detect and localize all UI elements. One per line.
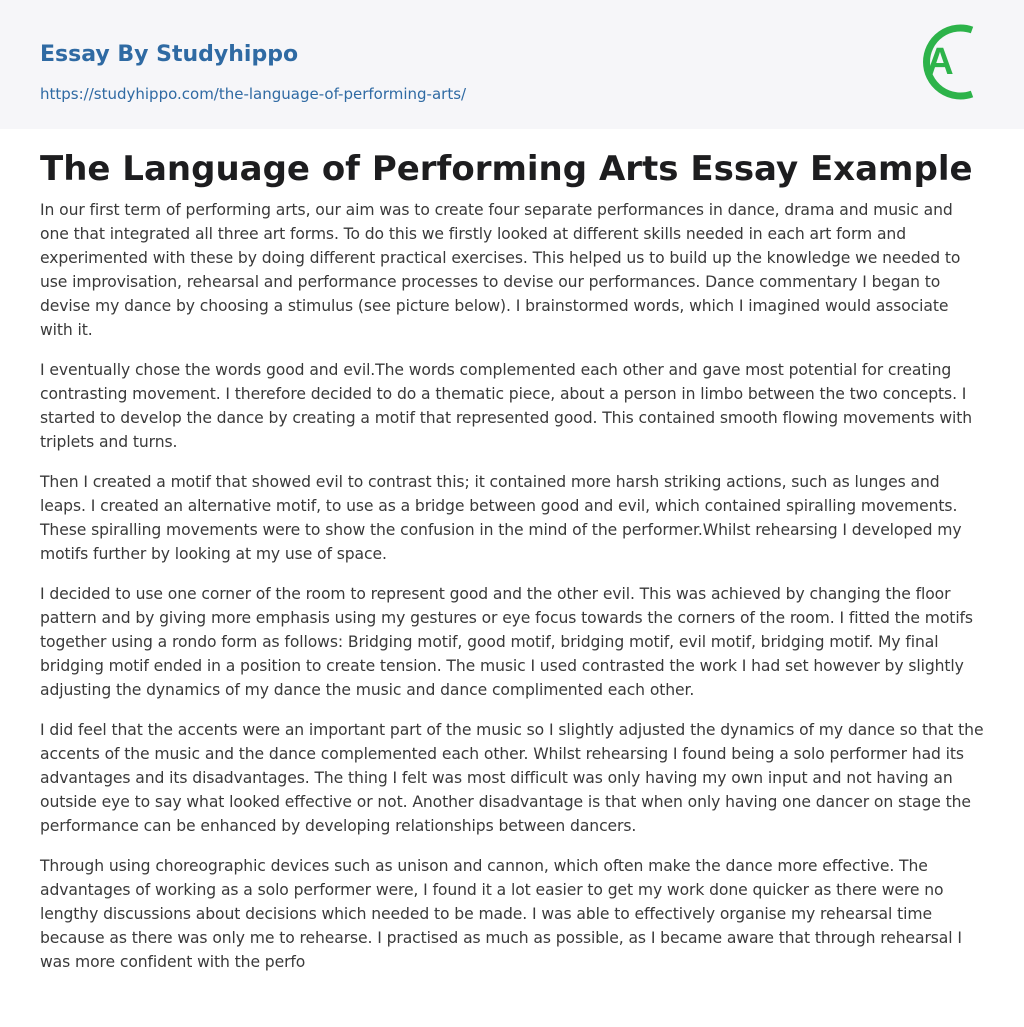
site-header (0, 0, 1024, 129)
paragraph: I did feel that the accents were an important part of the music so I slightly adjusted the dynamics of my dance so that the accents of the music and the dance complemented each other. Whilst rehearsing I found being a solo performer had its advantages and its disadvantages. The thing I felt was most difficult was only having my own input and not having an outside eye to say what looked effective or not. Another disadvantage is that when only having one dancer on stage the performance can be enhanced by developing relationships between dancers. (40, 721, 984, 835)
paragraph: Then I created a motif that showed evil to contrast this; it contained more harsh striking actions, such as lunges and leaps. I created an alternative motif, to use as a bridge between good and evil, which contained spiralling movements. These spiralling movements were to show the confusion in the mind of the performer.Whilst rehearsing I developed my motifs further by looking at my use of space. (40, 473, 962, 563)
paragraph: I eventually chose the words good and evil.The words complemented each other and gave most potential for creating contrasting movement. I therefore decided to do a thematic piece, about a person in limbo between the two concepts. I started to develop the dance by creating a motif that represented good. This contained smooth flowing movements with triplets and turns. (40, 361, 973, 451)
page-title: The Language of Performing Arts Essay Example (40, 149, 973, 189)
paragraph: Through using choreographic devices such as unison and cannon, which often make the dance more effective. The advantages of working as a solo performer were, I found it a lot easier to get my work done quicker as there were no lengthy discussions about decisions which needed to be made. I was able to effectively organise my rehearsal time because as there was only me to rehearse. I practised as much as possible, as I became aware that through rehearsal I was more confident with the perfo (40, 857, 962, 971)
logo-letter: A (926, 41, 954, 83)
site-title[interactable]: Essay By Studyhippo (40, 42, 299, 67)
paragraph: In our first term of performing arts, our aim was to create four separate performances in dance, drama and music and one that integrated all three art forms. To do this we firstly looked at different skills needed in each art form and experimented with these by doing different practical exercises. This helped us to build up the knowledge we needed to use improvisation, rehearsal and performance processes to devise our performances. Dance commentary I began to devise my dance by choosing a stimulus (see picture below). I brainstormed words, which I imagined would associate with it. (40, 201, 961, 339)
studyhippo-logo-icon[interactable] (911, 18, 987, 106)
paragraph: I decided to use one corner of the room to represent good and the other evil. This was achieved by changing the floor pattern and by giving more emphasis using my gestures or eye focus towards the corners of the room. I fitted the motifs together using a rondo form as follows: Bridging motif, good motif, bridging motif, evil motif, bridging motif. My final bridging motif ended in a position to create tension. The music I used contrasted the work I had set however by slightly adjusting the dynamics of my dance the music and dance complimented each other. (40, 585, 973, 699)
essay-url-link[interactable]: https://studyhippo.com/the-language-of-performing-arts/ (40, 85, 467, 103)
article (0, 129, 1024, 974)
